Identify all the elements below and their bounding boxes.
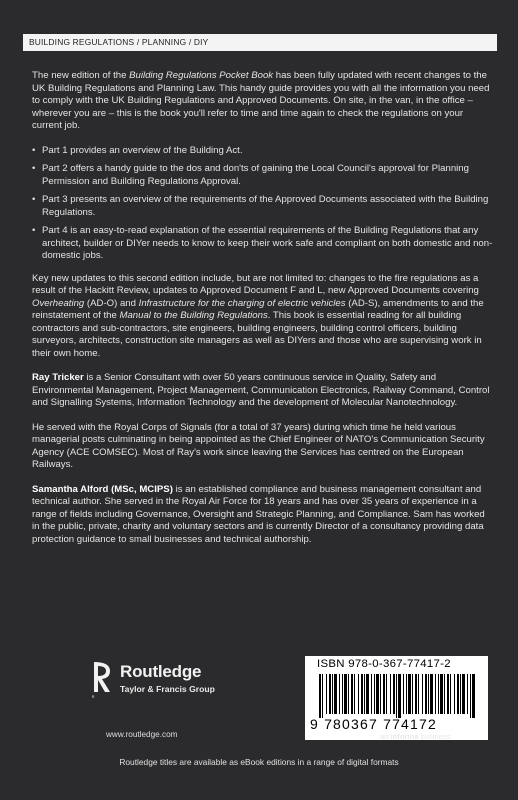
author1-name: Ray Tricker xyxy=(32,372,84,383)
updates-text-a: Key new updates to this second edition include, but are not limited to: changes to the fire regulations as a result of the Hackitt Review, updates to Approved Document F and L, new Approved Documents covering xyxy=(32,272,479,296)
back-cover-text xyxy=(32,70,494,558)
publisher-logo xyxy=(90,660,250,720)
ebook-note: Routledge titles are available as eBook editions in a range of digital formats xyxy=(119,757,399,767)
updates-italic-d: Infrastructure for the charging of electric vehicles xyxy=(138,297,346,309)
updates-text-g: . This book is essential reading for all building contractors and sub-contractors, site engineers, building engineers, building control officers, building surveyors, architects, construction site managers as well as DIYers and those who are supervising work in their own home. xyxy=(32,310,482,359)
author2-bio xyxy=(32,484,494,547)
svg-text:R: R xyxy=(92,695,95,699)
publisher-name: Routledge xyxy=(120,662,202,681)
isbn-barcode-box xyxy=(305,656,488,740)
barcode-digits: 9 780367 774172 xyxy=(310,716,437,732)
updates-paragraph xyxy=(32,273,494,361)
parts-list xyxy=(32,145,494,263)
updates-italic-b: Overheating xyxy=(32,297,85,309)
author2-name: Samantha Alford (MSc, MCIPS) xyxy=(32,483,173,495)
list-item: • Part 2 offers a handy guide to the dos and don'ts of gaining the Local Council's approval for Planning Permission and Building Regulations Approval. xyxy=(32,163,494,188)
author1-bio-text: is a Senior Consultant with over 50 years continuous service in Quality, Safety and Environmental Management, Project Management, Communication Electronics, Railway Command, Control and Signalling Systems, Information Technology and the development of Molecular Nanotechnology. xyxy=(32,372,490,408)
book-title-italic: Building Regulations Pocket Book xyxy=(129,70,274,81)
updates-text-e: (AD-S), amendments to and the reinstatement of the xyxy=(32,297,484,321)
list-item: • Part 3 presents an overview of the requirements of the Approved Documents associated with the Building Regulations. xyxy=(32,194,494,219)
author1-bio-continued: He served with the Royal Corps of Signals (for a total of 37 years) during which time he held various managerial posts culminating in being appointed as the Chief Engineer of NATO's Communication Security Agency (ACE COMSEC). Most of Ray's work since leaving the Services has centred on the European Railways. xyxy=(32,421,485,470)
intro-text-pre: The new edition of the xyxy=(32,70,130,81)
category-text: BUILDING REGULATIONS / PLANNING / DIY xyxy=(29,37,209,47)
updates-italic-f: Manual to the Building Regulations xyxy=(119,310,268,321)
category-banner xyxy=(23,34,497,51)
list-item: • Part 1 provides an overview of the Building Act. xyxy=(32,145,494,158)
publisher-website[interactable]: www.routledge.com xyxy=(106,730,178,739)
author2-bio-text: is an established compliance and business management consultant and technical author. She served in the Royal Air Force for 18 years and has over 35 years of experience in a range of fields including Governance, Oversight and Strategic Planning, and Compliance. Sam has worked in the public, private, charity and voluntary sectors and is currently Director of a consultancy providing data protection guidance to small businesses and technical authorship. xyxy=(32,483,485,545)
intro-text-post: has been fully updated with recent changes to the UK Building Regulations and Planning Law. This handy guide provides you with all the information you need to comply with the UK Building Regulations and Approved Documents. On site, in the van, in the office – wherever you are – this is the book you'll refer to time and time again to check the regulations on your current job. xyxy=(32,70,490,131)
author1-bio xyxy=(32,372,494,410)
informa-tagline xyxy=(380,732,451,741)
informa-post: business xyxy=(418,732,451,741)
updates-text-c: (AD-O) and xyxy=(84,297,139,309)
barcode-icon xyxy=(317,674,477,718)
list-item: • Part 4 is an easy-to-read explanation of the essential requirements of the Building Regulations that any architect, builder or DIYer needs to know to keep their work safe and compliant on both domestic and non-domestic jobs. xyxy=(32,225,494,263)
informa-brand: informa xyxy=(390,732,419,741)
routledge-logo-icon xyxy=(90,660,114,700)
isbn-label: ISBN 978-0-367-77417-2 xyxy=(317,658,451,670)
publisher-group: Taylor & Francis Group xyxy=(120,684,215,694)
informa-pre: an xyxy=(380,732,391,741)
intro-paragraph xyxy=(32,70,494,133)
